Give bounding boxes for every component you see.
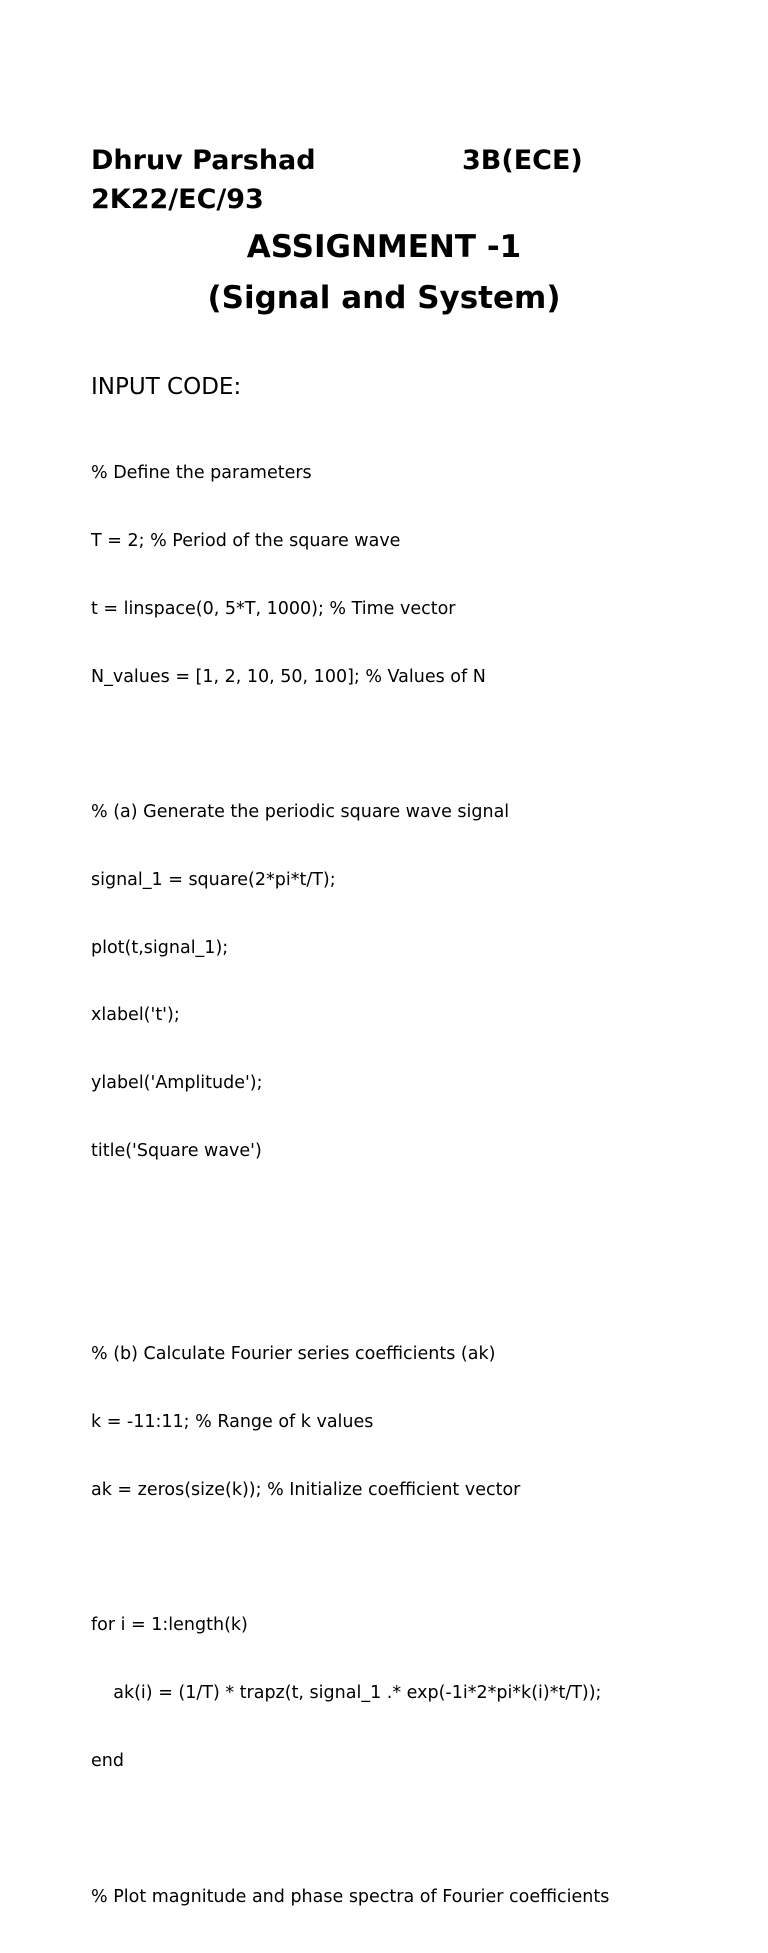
code-line: % (a) Generate the periodic square wave signal [91,802,510,823]
author-name: Dhruv Parshad [91,145,316,176]
code-line [91,1208,751,1231]
code-line [91,733,751,756]
code-line: end [91,1751,124,1772]
code-line: % Plot magnitude and phase spectra of Fourier coefficients [91,1886,610,1907]
assignment-subtitle: (Signal and System) [207,280,561,316]
code-line: ylabel('Amplitude'); [91,1073,263,1094]
code-line [91,1276,751,1299]
code-line: ak = zeros(size(k)); % Initialize coefficient vector [91,1479,521,1500]
code-line: for i = 1:length(k) [91,1615,248,1636]
code-line: T = 2; % Period of the square wave [91,530,401,551]
code-line: ak(i) = (1/T) * trapz(t, signal_1 .* exp(-1i*2*pi*k(i)*t/T)); [91,1683,602,1704]
code-line [91,1547,751,1570]
code-line [91,1818,751,1841]
roll-number: 2K22/EC/93 [91,184,264,215]
code-line: % (b) Calculate Fourier series coefficients (ak) [91,1344,496,1365]
section-heading: INPUT CODE: [91,374,242,400]
code-line: % Define the parameters [91,463,312,484]
code-line: t = linspace(0, 5*T, 1000); % Time vector [91,598,456,619]
code-block [91,417,751,1953]
code-line: xlabel('t'); [91,1005,180,1026]
code-line: title('Square wave') [91,1141,262,1161]
code-line: k = -11:11; % Range of k values [91,1412,374,1433]
code-line: signal_1 = square(2*pi*t/T); [91,869,336,890]
code-line: plot(t,signal_1); [91,937,229,958]
code-line: N_values = [1, 2, 10, 50, 100]; % Values of N [91,666,486,687]
assignment-title: ASSIGNMENT -1 [246,229,522,265]
class-section: 3B(ECE) [462,145,583,176]
